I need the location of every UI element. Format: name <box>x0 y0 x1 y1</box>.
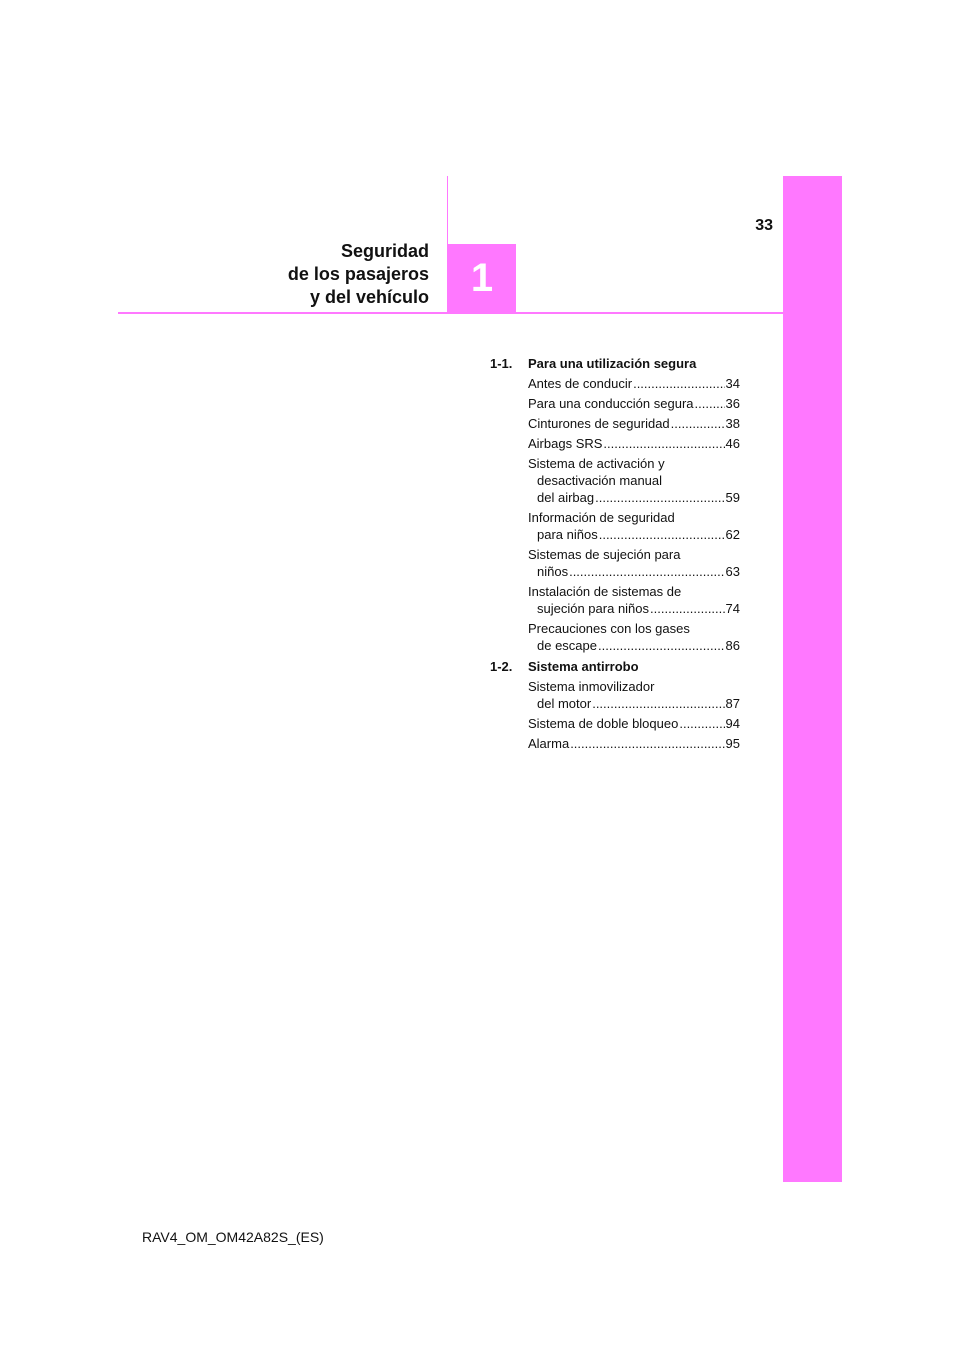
toc-leader-dots <box>592 695 724 712</box>
toc-leader-dots <box>570 735 724 752</box>
toc-leader-dots <box>695 395 725 412</box>
toc-entry[interactable] <box>490 735 740 752</box>
side-thumb-bar <box>783 176 842 1182</box>
toc-entry-line <box>528 526 740 543</box>
toc-leader-dots <box>633 375 724 392</box>
toc-entry-line <box>528 637 740 654</box>
toc-entry-text: Sistema de doble bloqueo <box>528 716 679 731</box>
chapter-number-box <box>448 244 516 312</box>
toc-entry[interactable] <box>490 455 740 506</box>
toc-leader-dots <box>603 435 724 452</box>
toc-entry-page: 86 <box>725 638 740 653</box>
toc-entry-page: 59 <box>725 490 740 505</box>
toc-entry-text: Información de seguridad <box>528 510 675 525</box>
toc-entry-line <box>528 509 740 526</box>
toc-entry-text: Alarma <box>528 736 570 751</box>
toc-entry-page: 38 <box>725 416 740 431</box>
section-title <box>230 240 429 309</box>
toc-entry-page: 95 <box>725 736 740 751</box>
toc-entry-line <box>528 472 740 489</box>
toc-entry-text: desactivación manual <box>537 473 663 488</box>
toc-entry[interactable] <box>490 620 740 654</box>
toc-entry-line <box>528 715 740 732</box>
toc-entry-line <box>528 375 740 392</box>
toc-entry-page: 94 <box>725 716 740 731</box>
toc-entry-line <box>528 455 740 472</box>
toc-entry-text: Cinturones de seguridad <box>528 416 670 431</box>
document-code: RAV4_OM_OM42A82S_(ES) <box>142 1229 324 1245</box>
toc-entry-line <box>528 735 740 752</box>
toc-entry-text: Sistema inmovilizador <box>528 679 655 694</box>
toc-entry-page: 63 <box>725 564 740 579</box>
toc-entry-line <box>528 395 740 412</box>
toc-entry-text: Antes de conducir <box>528 376 633 391</box>
toc-entry[interactable] <box>490 583 740 617</box>
toc-entry-line <box>528 620 740 637</box>
section-title-line: de los pasajeros <box>287 264 429 284</box>
toc-entry[interactable] <box>490 678 740 712</box>
toc-entry[interactable] <box>490 509 740 543</box>
toc-group-heading <box>490 658 740 675</box>
toc-entry-text: Sistemas de sujeción para <box>528 547 681 562</box>
toc-leader-dots <box>650 600 725 617</box>
toc-entry-text: Sistema de activación y <box>528 456 665 471</box>
toc-entry-text: Precauciones con los gases <box>528 621 690 636</box>
toc-entry[interactable] <box>490 435 740 452</box>
toc-entry-line <box>528 489 740 506</box>
toc-entry-text: de escape <box>537 638 597 653</box>
toc-entry-page: 34 <box>725 376 740 391</box>
toc-entry-line <box>528 415 740 432</box>
toc-entry-page: 46 <box>725 436 740 451</box>
chapter-number: 1 <box>470 255 494 300</box>
toc-entry[interactable] <box>490 415 740 432</box>
toc-entry-text: Instalación de sistemas de <box>528 584 682 599</box>
page-number: 33 <box>755 217 773 234</box>
toc-entry-page: 74 <box>725 601 740 616</box>
header-horizontal-rule <box>118 312 783 314</box>
toc-group-heading <box>490 355 740 372</box>
toc-entry-line <box>528 600 740 617</box>
toc-entry[interactable] <box>490 715 740 732</box>
toc-leader-dots <box>599 526 725 543</box>
toc-entry-text: del motor <box>537 696 592 711</box>
toc-group-title: Sistema antirrobo <box>528 659 639 674</box>
toc-entry-line <box>528 563 740 580</box>
toc-entry-text: del airbag <box>537 490 595 505</box>
toc-leader-dots <box>569 563 724 580</box>
toc-group-number: 1-1. <box>490 356 513 371</box>
toc-entry[interactable] <box>490 546 740 580</box>
toc-entry-text: Para una conducción segura <box>528 396 694 411</box>
toc-entry-line <box>528 678 740 695</box>
toc-entry-page: 87 <box>725 696 740 711</box>
toc-entry-text: Airbags SRS <box>528 436 603 451</box>
toc-entry-text: sujeción para niños <box>537 601 650 616</box>
toc-entry[interactable] <box>490 395 740 412</box>
toc-entry[interactable] <box>490 375 740 392</box>
toc-entry-line <box>528 546 740 563</box>
toc-group <box>490 658 740 752</box>
toc-leader-dots <box>671 415 725 432</box>
toc-entry-page: 36 <box>725 396 740 411</box>
toc-group-title: Para una utilización segura <box>528 356 697 371</box>
toc-entry-text: niños <box>537 564 569 579</box>
toc-entry-line <box>528 435 740 452</box>
table-of-contents <box>490 355 740 756</box>
section-title-line: Seguridad <box>340 241 429 261</box>
toc-leader-dots <box>595 489 724 506</box>
section-title-line: y del vehículo <box>309 287 429 307</box>
toc-group-number: 1-2. <box>490 659 513 674</box>
toc-leader-dots <box>679 715 724 732</box>
toc-leader-dots <box>598 637 725 654</box>
toc-entry-page: 62 <box>725 527 740 542</box>
toc-entry-line <box>528 695 740 712</box>
toc-entry-text: para niños <box>537 527 598 542</box>
toc-group <box>490 355 740 654</box>
toc-entry-line <box>528 583 740 600</box>
